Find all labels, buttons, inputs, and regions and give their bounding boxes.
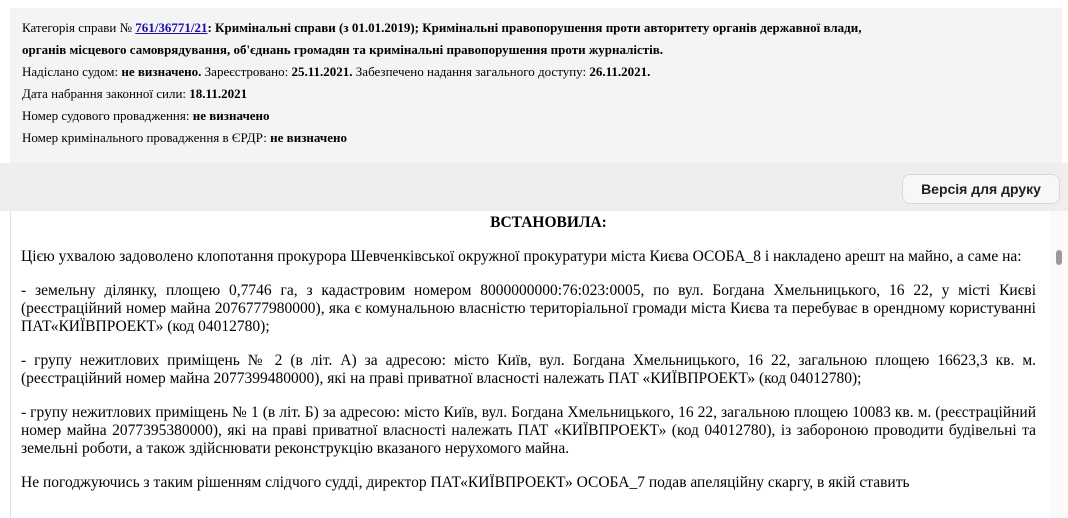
print-version-button[interactable]: Версія для друку (902, 174, 1060, 204)
court-proceeding-label: Номер судового провадження: (22, 108, 193, 123)
scrollbar-thumb[interactable] (1056, 250, 1062, 265)
court-proceeding-value: не визначено (192, 108, 270, 123)
criminal-proceeding-label: Номер кримінального провадження в ЄРДР: (22, 130, 271, 145)
criminal-proceeding-line (22, 127, 1050, 149)
case-category-line-2 (22, 39, 1050, 61)
document-paragraph: Не погоджуючись з таким рішенням слідчого судді, директор ПАТ«КИЇВПРОЕКТ» ОСОБА_7 подав апеляційну скаргу, в якій ставить (21, 474, 910, 491)
access-label: Забезпечено надання загального доступу: (352, 64, 590, 79)
document-paragraph: - земельну ділянку, площею 0,7746 га, з кадастровим номером 8000000000:76:023:0005, по вул. Богдана Хмельницького, 16 22, у місті Києві (реєстраційний номер майна 2076777980000), яка є комунальною власністю територіальної громади міста Києва та перебуває в орендному користуванні ПАТ«КИЇВПРОЕКТ» (код 04012780); (21, 282, 1036, 335)
access-value: 26.11.2021. (589, 64, 651, 79)
case-category-label: Категорія справи № (22, 20, 136, 35)
case-number-link[interactable]: 761/36771/21 (135, 20, 208, 35)
registered-label: Зареєстровано: (201, 64, 292, 79)
case-dates-line (22, 61, 1050, 83)
court-proceeding-line (22, 105, 1050, 127)
case-info-panel (10, 8, 1062, 163)
document-paragraph: - групу нежитлових приміщень № 1 (в літ. Б) за адресою: місто Київ, вул. Богдана Хмельницького, 16 22, загальною площею 10083 кв. м. (реєстраційний номер майна 2077395380000), які на праві приватної власності належать ПАТ «КИЇВПРОЕКТ» (код 04012780), із забороною проводити будівельні та земельні роботи, а також здійснювати реконструкцію вказаного нерухомого майна. (21, 404, 1036, 457)
case-category-line (22, 17, 1050, 39)
effective-label: Дата набрання законної сили: (22, 86, 190, 101)
document-scrollbar[interactable] (1050, 211, 1068, 518)
effective-value: 18.11.2021 (189, 86, 248, 101)
document-text-area (10, 211, 1050, 518)
sent-label: Надіслано судом: (22, 64, 122, 79)
case-category-text-1: : Кримінальні справи (з 01.01.2019); Кримінальні правопорушення проти авторитету органів державної влади, (207, 20, 862, 35)
criminal-proceeding-value: не визначено (270, 130, 347, 145)
registered-value: 25.11.2021. (291, 64, 353, 79)
toolbar-band (0, 163, 1068, 211)
document-paragraph: Цією ухвалою задоволено клопотання прокурора Шевченківської окружної прокуратури міста Києва ОСОБА_8 і накладено арешт на майно, а саме на: (21, 248, 1022, 265)
case-category-text-2: органів місцевого самоврядування, об'єднань громадян та кримінальні правопорушення проти журналістів. (22, 42, 664, 57)
sent-value: не визначено. (121, 64, 202, 79)
document-paragraph: - групу нежитлових приміщень № 2 (в літ. А) за адресою: місто Київ, вул. Богдана Хмельницького, 16 22, загальною площею 16623,3 кв. м. (реєстраційний номер майна 2077399480000), які на праві приватної власності належать ПАТ «КИЇВПРОЕКТ» (код 04012780); (21, 352, 1036, 387)
effective-date-line (22, 83, 1050, 105)
document-heading: ВСТАНОВИЛА: (490, 214, 607, 231)
